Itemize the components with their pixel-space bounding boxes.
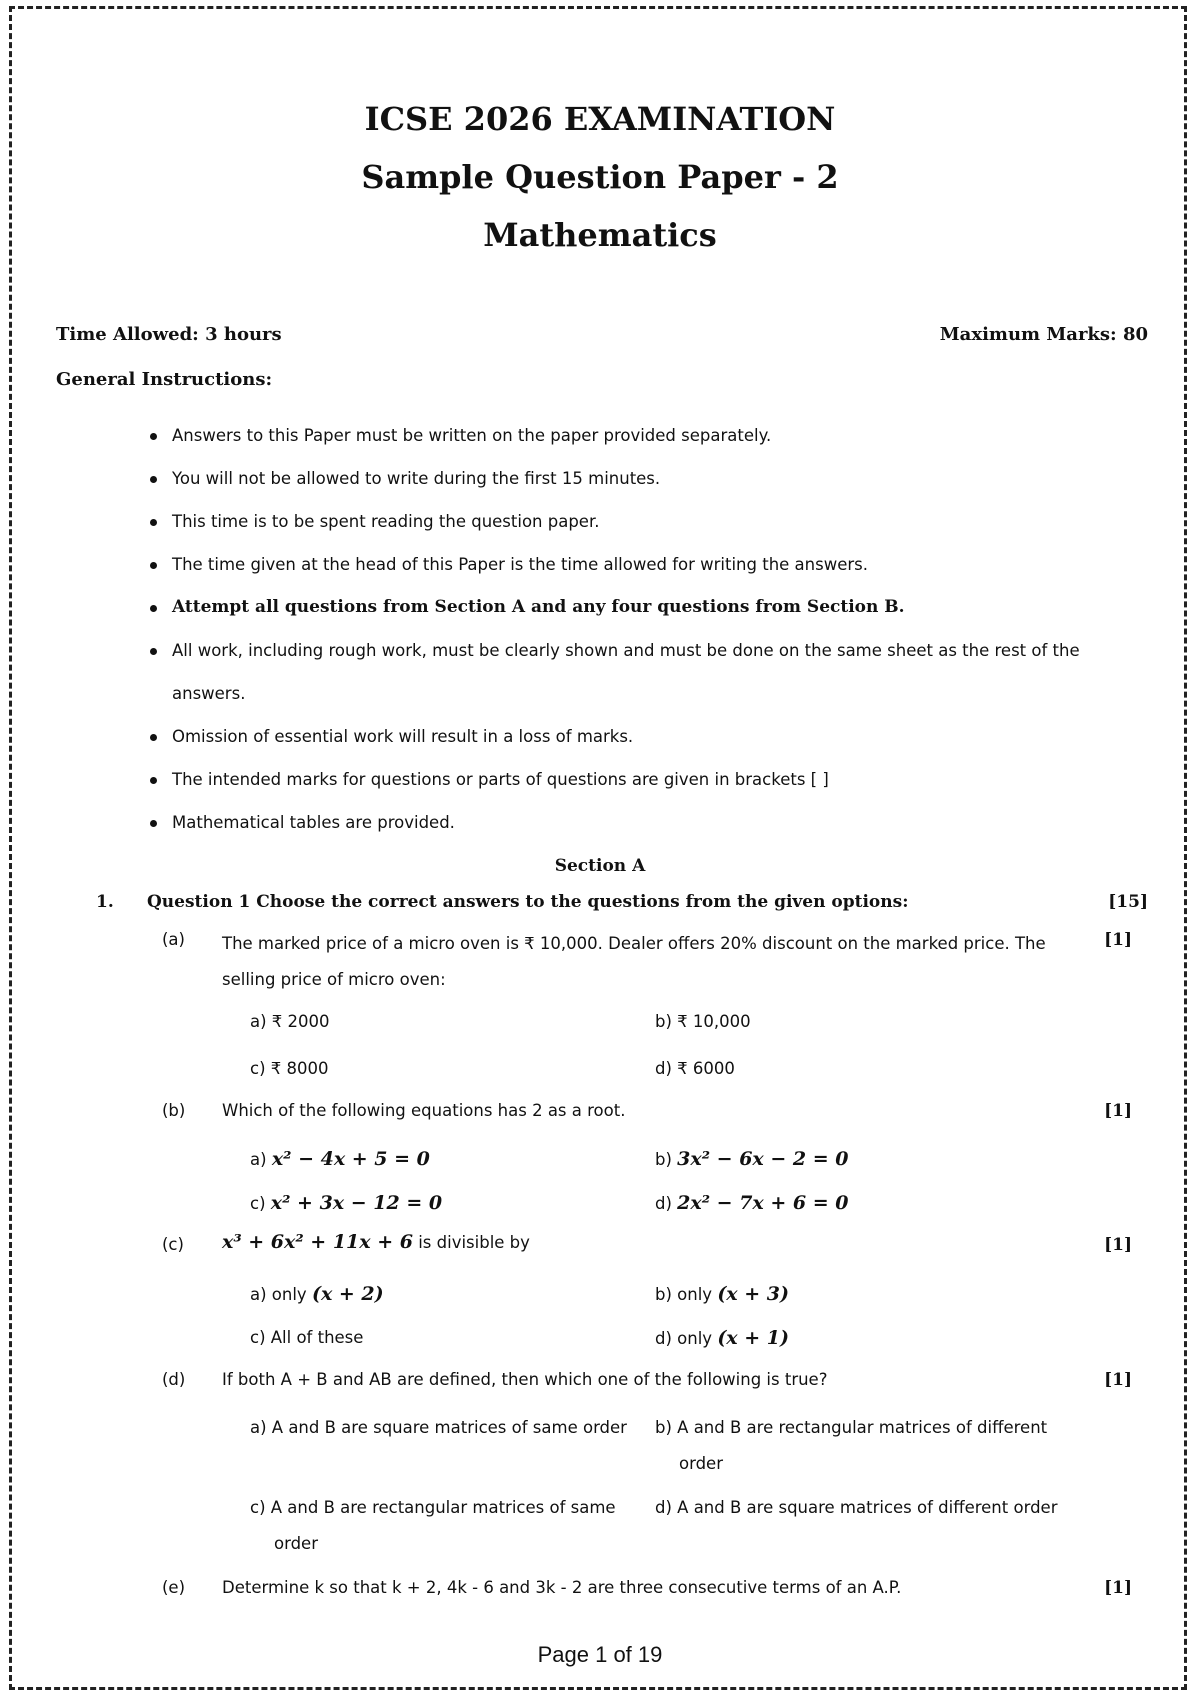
option-factor: (x + 1) <box>717 1327 789 1349</box>
instruction-item: The intended marks for questions or parts of questions are given in brackets [ ] <box>150 758 1110 801</box>
part-b-marks: [1] <box>1104 1101 1132 1121</box>
part-c-text <box>222 1231 530 1253</box>
section-a-heading: Section A <box>554 856 646 876</box>
part-label: (d) <box>162 1370 186 1389</box>
subject-title: Mathematics <box>483 216 717 254</box>
option-a <box>250 1141 430 1178</box>
instruction-item: Attempt all questions from Section A and any four questions from Section B. <box>150 586 1110 629</box>
option-a <box>250 1276 384 1313</box>
part-d-marks: [1] <box>1104 1370 1132 1390</box>
part-label: (e) <box>162 1578 186 1597</box>
instruction-item: Mathematical tables are provided. <box>150 801 1110 844</box>
instruction-item: The time given at the head of this Paper is the time allowed for writing the answers. <box>150 543 1110 586</box>
instruction-item: Omission of essential work will result in a loss of marks. <box>150 715 1110 758</box>
option-label: d) only <box>655 1329 713 1348</box>
option-d <box>655 1185 848 1222</box>
part-label: (b) <box>162 1101 186 1120</box>
option-a: a) A and B are square matrices of same order <box>250 1418 627 1437</box>
part-a-marks: [1] <box>1104 930 1132 950</box>
instruction-item: This time is to be spent reading the question paper. <box>150 500 1110 543</box>
option-equation: x² − 4x + 5 = 0 <box>271 1148 430 1170</box>
option-factor: (x + 2) <box>311 1283 384 1305</box>
option-b <box>655 1141 848 1178</box>
question-number: 1. <box>96 892 114 912</box>
part-c-marks: [1] <box>1104 1235 1132 1255</box>
instruction-item: You will not be allowed to write during the first 15 minutes. <box>150 457 1110 500</box>
option-label: a) only <box>250 1285 307 1304</box>
option-c: c) ₹ 8000 <box>250 1059 329 1078</box>
option-c <box>250 1185 442 1222</box>
time-allowed: Time Allowed: 3 hours <box>56 324 282 345</box>
option-factor: (x + 3) <box>717 1283 789 1305</box>
option-b: b) ₹ 10,000 <box>655 1012 751 1031</box>
exam-title: ICSE 2026 EXAMINATION <box>364 100 836 138</box>
option-d <box>655 1320 789 1357</box>
general-instructions-heading: General Instructions: <box>56 369 273 390</box>
instructions-list <box>150 414 1110 844</box>
paper-title: Sample Question Paper - 2 <box>361 158 839 196</box>
part-b-text: Which of the following equations has 2 as a root. <box>222 1101 626 1120</box>
option-equation: x² + 3x − 12 = 0 <box>270 1192 443 1214</box>
option-label: c) <box>250 1194 266 1213</box>
option-equation: 2x² − 7x + 6 = 0 <box>677 1192 849 1214</box>
part-label: (a) <box>162 930 185 949</box>
option-a: a) ₹ 2000 <box>250 1012 330 1031</box>
option-d: d) A and B are square matrices of different order <box>655 1498 1058 1517</box>
part-a-text: The marked price of a micro oven is ₹ 10,000. Dealer offers 20% discount on the marked price. The selling price of micro oven: <box>222 934 1046 989</box>
option-equation: 3x² − 6x − 2 = 0 <box>677 1148 849 1170</box>
question-1-text: Question 1 Choose the correct answers to the questions from the given options: <box>147 892 909 912</box>
option-d: d) ₹ 6000 <box>655 1059 735 1078</box>
option-c: c) All of these <box>250 1328 364 1347</box>
part-label: (c) <box>162 1235 184 1254</box>
option-label: a) <box>250 1150 267 1169</box>
instruction-item: Answers to this Paper must be written on the paper provided separately. <box>150 414 1110 457</box>
question-1-marks: [15] <box>1108 892 1148 912</box>
option-label: b) only <box>655 1285 713 1304</box>
instruction-item: All work, including rough work, must be clearly shown and must be done on the same sheet as the rest of the answers. <box>150 629 1110 715</box>
option-label: b) <box>655 1150 672 1169</box>
part-c-description: is divisible by <box>418 1233 530 1252</box>
option-c: c) A and B are rectangular matrices of same order <box>250 1498 616 1553</box>
option-b: b) A and B are rectangular matrices of different order <box>655 1418 1048 1473</box>
option-label: d) <box>655 1194 672 1213</box>
part-d-text: If both A + B and AB are defined, then which one of the following is true? <box>222 1370 828 1389</box>
part-e-text: Determine k so that k + 2, 4k - 6 and 3k - 2 are three consecutive terms of an A.P. <box>222 1578 902 1597</box>
option-b <box>655 1276 789 1313</box>
maximum-marks: Maximum Marks: 80 <box>939 324 1148 345</box>
page-number: Page 1 of 19 <box>537 1642 663 1667</box>
polynomial-expression: x³ + 6x² + 11x + 6 <box>222 1231 413 1253</box>
part-e-marks: [1] <box>1104 1578 1132 1598</box>
